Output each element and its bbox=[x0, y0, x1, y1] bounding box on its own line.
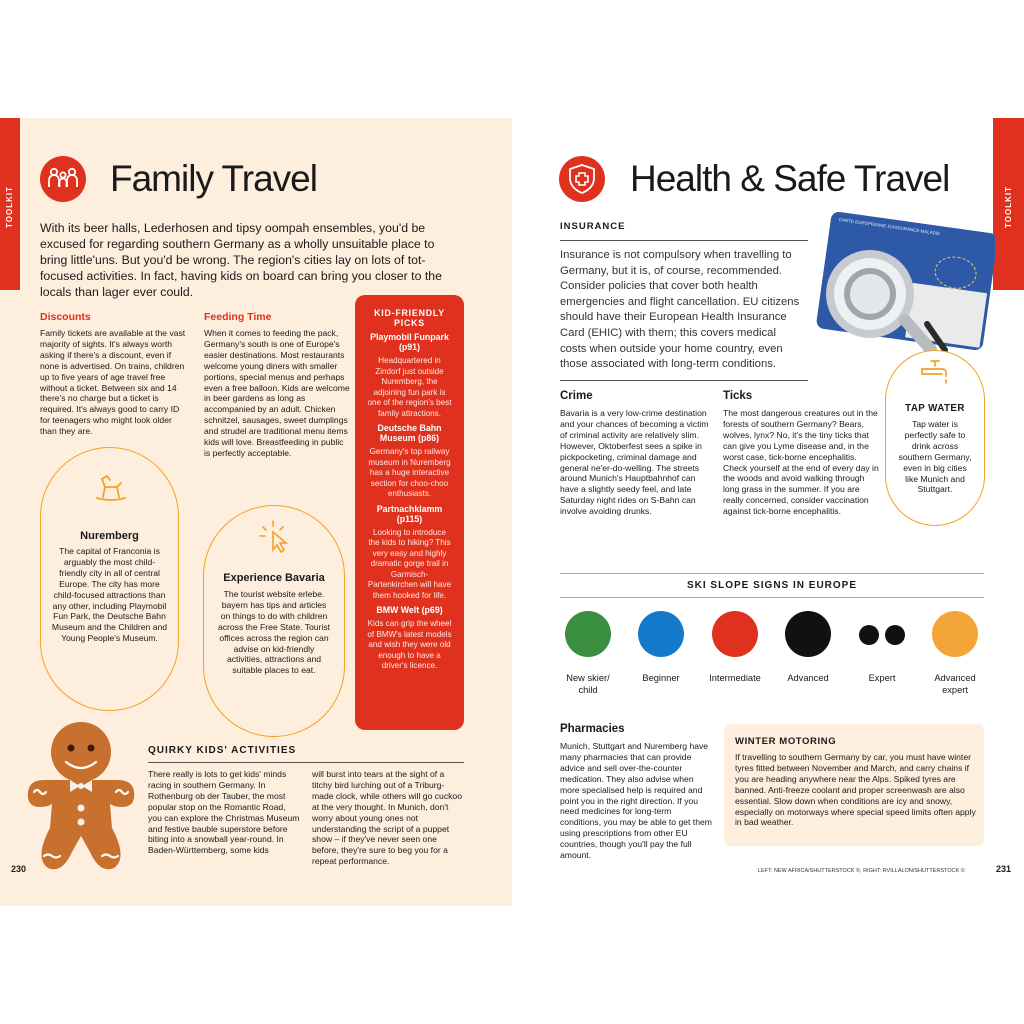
ski-sign-advanced bbox=[785, 611, 831, 657]
kid-picks-heading: KID-FRIENDLY PICKS bbox=[374, 308, 445, 328]
ski-sign-expert-dot bbox=[885, 625, 905, 645]
insurance-divider bbox=[560, 240, 808, 241]
ticks-heading: Ticks bbox=[723, 390, 753, 402]
ski-label: Intermediate bbox=[709, 673, 761, 683]
ski-sign-new-skier bbox=[565, 611, 611, 657]
ski-label: Advanced expert bbox=[934, 673, 976, 695]
quirky-divider bbox=[148, 762, 464, 763]
right-page-title: Health & Safe Travel bbox=[630, 158, 950, 199]
ski-label: Expert bbox=[868, 673, 896, 683]
right-toolkit-tab bbox=[993, 118, 1024, 290]
winter-body: If travelling to southern Germany by car, you must have winter tyres fitted between November and March, and carry chains if you are heading anywhere near the Alps. Spiked tyres are banned. Anti-freeze coolant and proper screenwash are also essential. Slow down when conditions are icy and snowy, especially on motorways where special speed limits often apply in bad weather. bbox=[735, 752, 976, 828]
discounts-body: Family tickets are available at the vast majority of sights. It's always worth asking if there's a discount, even if none is advertised. On trains, children up to five years of age travel free without a ticket. Between six and 14 there's no charge but a ticket is required. It's always good to carry ID for teenagers who might look older than they are. bbox=[40, 328, 186, 437]
left-toolkit-label: TOOLKIT bbox=[5, 186, 14, 228]
crime-body: Bavaria is a very low-crime destination and your chances of becoming a victim of criminal activity are relatively slim. However, Oktoberfest sees a spike in pickpocketing, criminal damage and general ne'er-do-welling. The streets around Munich's Hauptbahnhof can have a slightly seedy feel, and late Saturday night rides on S-Bahn can involve avoiding drunks. bbox=[560, 408, 709, 517]
pick-name: Playmobil Funpark (p91) bbox=[370, 332, 449, 352]
feeding-heading: Feeding Time bbox=[204, 311, 272, 323]
ski-label: Beginner bbox=[642, 673, 680, 683]
tap-icon bbox=[918, 357, 952, 391]
ticks-body: The most dangerous creatures out in the forests of southern Germany? Bears, wolves, lynx? No, it's the tiny ticks that can give you Lyme disease and, in the worst case, tick-borne encephalitis. Check yourself at the end of every day in the woods and avoid walking through long grass in the summer. If you are really concerned, consider vaccination against tick-borne encephalitis. bbox=[723, 408, 879, 517]
kid-friendly-picks-box bbox=[355, 295, 464, 730]
pharmacies-body: Munich, Stuttgart and Nuremberg have many pharmacies that can provide advice and sell over-the-counter medication. They also advise when more specialised help is required and point you in the right direction. If you need medicines for long-term conditions, you may be able to get them using prescriptions from other EU countries, though you'll pay the full amount. bbox=[560, 741, 712, 861]
tap-water-body: Tap water is perfectly safe to drink across southern Germany, even in big cities like Munich and Stuttgart. bbox=[898, 419, 972, 495]
left-toolkit-tab bbox=[0, 118, 20, 290]
ski-sign-beginner bbox=[638, 611, 684, 657]
ski-sign-intermediate bbox=[712, 611, 758, 657]
family-intro: With its beer halls, Lederhosen and tipsy oompah ensembles, you'd be excused for regarding southern Germany as a wholly unsuitable place to bring little'uns. But you'd be wrong. The region's cities lay on lots of tot-focused activities. In fact, having kids on board can bring you closer to the locals than lager ever could. bbox=[40, 221, 442, 299]
pick-desc: Germany's top railway museum in Nuremberg has a huge interactive section for choo-choo enthusiasts. bbox=[368, 447, 451, 498]
photo-credits: LEFT: NEW AFRICA/SHUTTERSTOCK ©, RIGHT: RVILLALON/SHUTTERSTOCK © bbox=[758, 868, 965, 874]
cursor-click-icon bbox=[256, 518, 292, 554]
ehic-card-image bbox=[805, 212, 995, 362]
insurance-heading: INSURANCE bbox=[560, 221, 626, 232]
left-page-title: Family Travel bbox=[110, 158, 317, 199]
ski-sign-expert-dot bbox=[859, 625, 879, 645]
pick-name: Partnachklamm (p115) bbox=[376, 503, 443, 524]
bavaria-body: The tourist website erlebe. bayern has tips and articles on things to do with children across the Free State. Tourist offices across the region can advise on kid-friendly activities, attractions and suitable places to eat. bbox=[217, 589, 331, 676]
page-number-right: 231 bbox=[996, 864, 1012, 874]
gingerbread-man-image bbox=[22, 718, 140, 876]
quirky-col2: will burst into tears at the sight of a titchy bird lurching out of a Triburg-made clock, while others will go cuckoo at the very thought. In Munich, don't worry about young ones not understanding the script of a puppet show – if they've never seen one before, they're sure to beg you for a repeat performance. bbox=[312, 769, 462, 867]
ehic-card-text: CARTE EUROPEENNE D'ASSURANCE MALADIE bbox=[838, 216, 941, 237]
discounts-heading: Discounts bbox=[40, 311, 91, 323]
ski-label: New skier/ child bbox=[566, 673, 610, 695]
pick-desc: Kids can grip the wheel of BMW's latest models and wish they were old enough to have a driver's licence. bbox=[367, 619, 452, 670]
pick-desc: Headquartered in Zindorf just outside Nuremberg, the adjoining fun park is one of the region's best family attractions. bbox=[367, 356, 452, 418]
pick-desc: Looking to introduce the kids to hiking? This very easy and highly dramatic gorge trail in Garmisch-Partenkirchen will have them hooked for life. bbox=[367, 527, 452, 600]
right-toolkit-label: TOOLKIT bbox=[1004, 186, 1013, 228]
bavaria-heading: Experience Bavaria bbox=[223, 572, 325, 584]
ski-top-divider bbox=[560, 573, 984, 574]
ski-label: Advanced bbox=[787, 673, 829, 683]
ski-bottom-divider bbox=[560, 597, 984, 598]
stethoscope-icon bbox=[805, 232, 965, 362]
family-icon bbox=[40, 156, 86, 202]
tap-water-bubble bbox=[885, 350, 985, 526]
pharmacies-heading: Pharmacies bbox=[560, 723, 625, 735]
quirky-col1: There really is lots to get kids' minds racing in southern Germany. In Rothenburg ob der Tauber, the most popular stop on the Romantic Road, you can explore the Christmas Museum and festive bauble superstore before biting into a snowball year-round. In Baden-Württemberg, some kids bbox=[148, 769, 300, 856]
winter-heading: WINTER MOTORING bbox=[735, 736, 837, 747]
crime-heading: Crime bbox=[560, 390, 593, 402]
nuremberg-bubble bbox=[40, 447, 179, 711]
ski-sign-advanced-expert bbox=[932, 611, 978, 657]
pick-name: Deutsche Bahn Museum (p86) bbox=[377, 423, 442, 443]
page-number-left: 230 bbox=[11, 864, 27, 874]
nuremberg-heading: Nuremberg bbox=[80, 530, 139, 542]
winter-motoring-box bbox=[724, 724, 984, 846]
quirky-heading: QUIRKY KIDS' ACTIVITIES bbox=[148, 745, 297, 756]
insurance-body: Insurance is not compulsory when travelling to Germany, but it is, of course, recommended. Consider policies that cover both health emergencies and flight cancellation. EU citizens should have their European Health Insurance Card (EHIC) with them; this covers medical costs when outside your home country, even those associated with long-term conditions. bbox=[560, 249, 800, 371]
insurance-bottom-divider bbox=[560, 380, 808, 381]
pick-name: BMW Welt (p69) bbox=[376, 605, 443, 615]
nuremberg-body: The capital of Franconia is arguably the most child-friendly city in all of central Europe. The city has more child-focused attractions than any other, including Playmobil Fun Park, the Deutsche Bahn Museum and the Children and Young People's Museum. bbox=[51, 546, 168, 644]
feeding-body: When it comes to feeding the pack, Germany's south is one of Europe's easier destinations. Most restaurants welcome young diners with smaller portions, special menus and perhaps even a free balloon. Kids are welcome in beer gardens as long as accompanied by an adult. Chicken schnitzel, sausages, sweet dumplings and strudel are traditional menu items kids will love. Breastfeeding in public is perfectly acceptable. bbox=[204, 328, 350, 458]
rocking-horse-icon bbox=[93, 470, 129, 502]
tap-water-heading: TAP WATER bbox=[905, 403, 965, 414]
health-cross-icon bbox=[559, 156, 605, 202]
ski-heading: SKI SLOPE SIGNS IN EUROPE bbox=[686, 580, 858, 591]
experience-bavaria-bubble bbox=[203, 505, 345, 737]
